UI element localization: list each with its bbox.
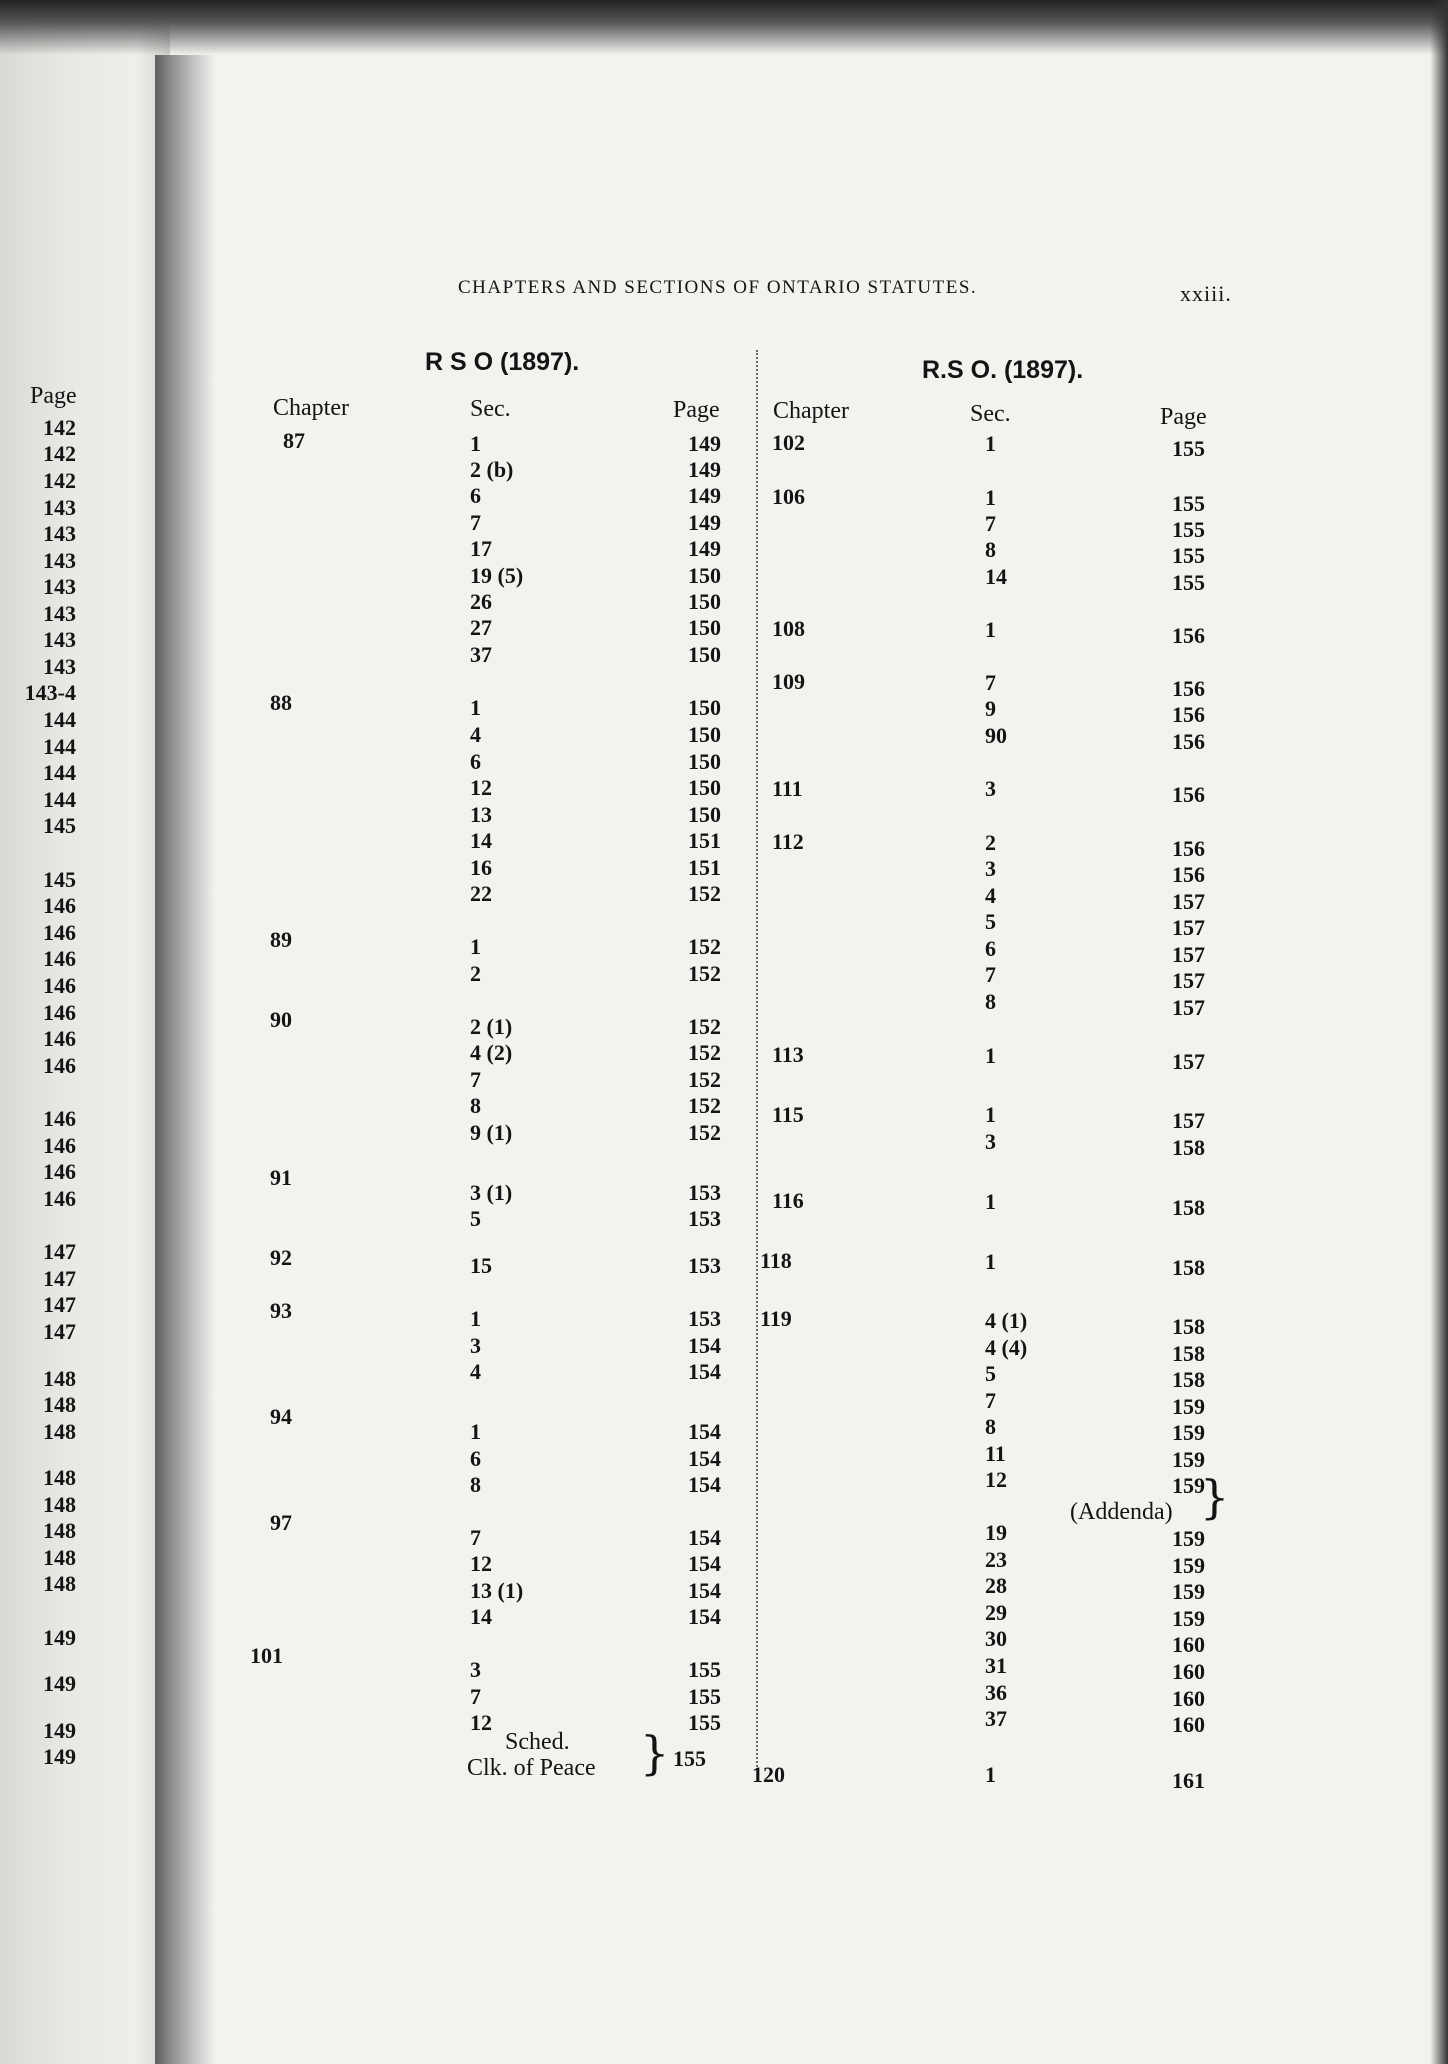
chapter-number: 88 [270, 690, 292, 715]
sec-number: 13 (1) [470, 1578, 524, 1603]
page-number: 154 [688, 1578, 721, 1603]
margin-page-number: 144 [43, 707, 76, 732]
page-number: 157 [1172, 1049, 1205, 1074]
left-sec-header: Sec. [470, 396, 511, 422]
page-number: 159 [1172, 1420, 1205, 1445]
chapter-number: 112 [772, 829, 804, 854]
page-number: 150 [688, 589, 721, 614]
sched-page: 155 [673, 1746, 706, 1771]
page-number: 152 [688, 881, 721, 906]
sec-number: 36 [985, 1680, 1007, 1705]
margin-page-number: 149 [43, 1744, 76, 1769]
page-number: 149 [688, 483, 721, 508]
sec-number: 6 [985, 936, 996, 961]
running-head: CHAPTERS AND SECTIONS OF ONTARIO STATUTES. [458, 277, 978, 298]
sec-number: 7 [985, 962, 996, 987]
page-number: 154 [688, 1604, 721, 1629]
page-number: 160 [1172, 1659, 1205, 1684]
left-chapter-header: Chapter [273, 395, 349, 421]
page-number: 156 [1172, 862, 1205, 887]
sec-number: 1 [985, 1189, 996, 1214]
page-number: 156 [1172, 729, 1205, 754]
sec-number: 4 (1) [985, 1308, 1028, 1333]
margin-page-number: 146 [43, 973, 76, 998]
sec-number: 12 [470, 1710, 492, 1735]
chapter-number: 111 [772, 776, 803, 801]
margin-page-number: 146 [43, 893, 76, 918]
margin-page-number: 146 [43, 920, 76, 945]
sec-number: 2 (b) [470, 457, 514, 482]
chapter-number: 115 [772, 1102, 804, 1127]
sec-number: 13 [470, 802, 492, 827]
left-table-title: R S O (1897). [425, 348, 580, 376]
sec-number: 1 [985, 1043, 996, 1068]
page-number: 154 [688, 1333, 721, 1358]
sec-number: 2 (1) [470, 1014, 513, 1039]
sec-number: 22 [470, 881, 492, 906]
page-number: 155 [688, 1710, 721, 1735]
page-number: 150 [688, 563, 721, 588]
margin-page-number: 149 [43, 1625, 76, 1650]
sec-number: 1 [470, 1419, 481, 1444]
chapter-number: 119 [760, 1306, 792, 1331]
right-sec-header: Sec. [970, 401, 1011, 427]
column-divider [756, 350, 758, 1770]
margin-page-number: 144 [43, 760, 76, 785]
brace-icon: } [640, 1726, 670, 1780]
sec-number: 37 [985, 1706, 1007, 1731]
sec-number: 16 [470, 855, 492, 880]
page-number: 156 [1172, 836, 1205, 861]
sec-number: 8 [985, 989, 996, 1014]
page-number: 149 [688, 510, 721, 535]
margin-page-number: 143-4 [24, 680, 76, 705]
page-number: 155 [1172, 570, 1205, 595]
sec-number: 4 [470, 1359, 481, 1384]
margin-page-number: 148 [43, 1392, 76, 1417]
page-number: 159 [1172, 1553, 1205, 1578]
sec-number: 23 [985, 1547, 1007, 1572]
page-number: 159 [1172, 1526, 1205, 1551]
page-number: 152 [688, 961, 721, 986]
page-number: 159 [1172, 1447, 1205, 1472]
sec-number: 12 [470, 1551, 492, 1576]
page-number: 151 [688, 828, 721, 853]
addenda-label: (Addenda) [1070, 1499, 1173, 1525]
sec-number: 8 [470, 1472, 481, 1497]
page-number: 153 [688, 1306, 721, 1331]
page-number: 153 [688, 1180, 721, 1205]
chapter-number: 102 [772, 430, 805, 455]
page-number: 160 [1172, 1686, 1205, 1711]
sec-number: 30 [985, 1626, 1007, 1651]
right-edge-shadow [1430, 0, 1448, 2064]
chapter-number: 94 [270, 1404, 292, 1429]
page-number: 150 [688, 615, 721, 640]
page-number: 150 [688, 642, 721, 667]
margin-page-number: 147 [43, 1239, 76, 1264]
right-page-header: Page [1160, 404, 1207, 430]
left-margin-header: Page [30, 383, 77, 409]
page-number: 154 [688, 1419, 721, 1444]
page-number: 150 [688, 695, 721, 720]
margin-page-number: 147 [43, 1319, 76, 1344]
page-number: 159 [1172, 1394, 1205, 1419]
sec-number: 7 [470, 1525, 481, 1550]
page-number: 157 [1172, 942, 1205, 967]
page-number: 149 [688, 431, 721, 456]
page-number: 157 [1172, 995, 1205, 1020]
sec-number: 3 [470, 1657, 481, 1682]
page-number: 156 [1172, 782, 1205, 807]
page-number: 157 [1172, 915, 1205, 940]
margin-page-number: 148 [43, 1545, 76, 1570]
sec-number: 37 [470, 642, 492, 667]
page-number: 160 [1172, 1632, 1205, 1657]
sec-number: 19 [985, 1520, 1007, 1545]
page-number: 158 [1172, 1341, 1205, 1366]
folio: xxiii. [1180, 281, 1232, 306]
sec-number: 6 [470, 483, 481, 508]
sec-number: 1 [985, 1102, 996, 1127]
sec-number: 8 [985, 1414, 996, 1439]
chapter-number: 106 [772, 484, 805, 509]
chapter-number: 101 [250, 1643, 283, 1668]
margin-page-number: 146 [43, 1159, 76, 1184]
margin-page-number: 144 [43, 734, 76, 759]
margin-page-number: 146 [43, 1133, 76, 1158]
sec-number: 3 [985, 776, 996, 801]
page-number: 149 [688, 457, 721, 482]
chapter-number: 120 [752, 1762, 785, 1787]
page-number: 156 [1172, 676, 1205, 701]
page-number: 155 [1172, 491, 1205, 516]
sec-number: 26 [470, 589, 492, 614]
page-number: 154 [688, 1446, 721, 1471]
margin-page-number: 142 [43, 468, 76, 493]
chapter-number: 109 [772, 669, 805, 694]
page-number: 151 [688, 855, 721, 880]
sec-number: 1 [985, 431, 996, 456]
sec-number: 14 [470, 1604, 492, 1629]
margin-page-number: 148 [43, 1492, 76, 1517]
page-number: 152 [688, 1014, 721, 1039]
page-number: 158 [1172, 1135, 1205, 1160]
top-edge-shadow [0, 0, 1448, 55]
sec-number: 17 [470, 536, 492, 561]
sec-number: 3 [470, 1333, 481, 1358]
page-number: 152 [688, 1067, 721, 1092]
sec-number: 5 [985, 909, 996, 934]
margin-page-number: 143 [43, 627, 76, 652]
margin-page-number: 147 [43, 1266, 76, 1291]
page-number: 155 [1172, 517, 1205, 542]
facing-page [0, 0, 170, 2064]
page-number: 153 [688, 1206, 721, 1231]
page-number: 157 [1172, 968, 1205, 993]
sec-number: 12 [470, 775, 492, 800]
page-number: 152 [688, 1120, 721, 1145]
margin-page-number: 149 [43, 1671, 76, 1696]
margin-page-number: 146 [43, 1026, 76, 1051]
page-number: 156 [1172, 702, 1205, 727]
page-number: 152 [688, 934, 721, 959]
sec-number: 1 [470, 934, 481, 959]
sec-number: 4 (4) [985, 1335, 1028, 1360]
sec-number: 14 [985, 564, 1007, 589]
sec-number: 4 (2) [470, 1040, 513, 1065]
page-number: 154 [688, 1472, 721, 1497]
page-number: 154 [688, 1551, 721, 1576]
chapter-number: 89 [270, 927, 292, 952]
page-number: 155 [688, 1684, 721, 1709]
margin-page-number: 142 [43, 415, 76, 440]
margin-page-number: 145 [43, 867, 76, 892]
sec-number: 19 (5) [470, 563, 524, 588]
margin-page-number: 142 [43, 441, 76, 466]
page-number: 159 [1172, 1473, 1205, 1498]
page-number: 153 [688, 1253, 721, 1278]
margin-page-number: 143 [43, 574, 76, 599]
sec-number: 12 [985, 1467, 1007, 1492]
sec-number: 7 [470, 510, 481, 535]
sec-number: 6 [470, 1446, 481, 1471]
page-number: 155 [688, 1657, 721, 1682]
sec-number: 9 (1) [470, 1120, 513, 1145]
page-number: 158 [1172, 1195, 1205, 1220]
page-number: 150 [688, 722, 721, 747]
margin-page-number: 143 [43, 521, 76, 546]
sec-number: 9 [985, 696, 996, 721]
margin-page-number: 148 [43, 1366, 76, 1391]
margin-page-number: 148 [43, 1419, 76, 1444]
book-gutter-shadow [155, 55, 215, 2064]
page-number: 157 [1172, 889, 1205, 914]
margin-page-number: 148 [43, 1571, 76, 1596]
sec-number: 27 [470, 615, 492, 640]
brace-icon: } [1200, 1470, 1230, 1524]
clerk-of-peace-label: Clk. of Peace [467, 1755, 596, 1781]
sched-label: Sched. [505, 1729, 570, 1755]
margin-page-number: 148 [43, 1518, 76, 1543]
sec-number: 3 [985, 1129, 996, 1154]
page-number: 158 [1172, 1367, 1205, 1392]
left-page-header: Page [673, 397, 720, 423]
page-number: 160 [1172, 1712, 1205, 1737]
sec-number: 11 [985, 1441, 1006, 1466]
margin-page-number: 145 [43, 813, 76, 838]
sec-number: 28 [985, 1573, 1007, 1598]
margin-page-number: 146 [43, 946, 76, 971]
sec-number: 8 [985, 537, 996, 562]
sec-number: 31 [985, 1653, 1007, 1678]
page-number: 156 [1172, 623, 1205, 648]
page-number: 159 [1172, 1579, 1205, 1604]
page-number: 155 [1172, 436, 1205, 461]
chapter-number: 108 [772, 616, 805, 641]
page-number: 150 [688, 749, 721, 774]
sec-number: 4 [985, 883, 996, 908]
margin-page-number: 143 [43, 495, 76, 520]
sec-number: 90 [985, 723, 1007, 748]
margin-page-number: 146 [43, 1000, 76, 1025]
chapter-number: 91 [270, 1165, 292, 1190]
right-chapter-header: Chapter [773, 398, 849, 424]
chapter-number: 93 [270, 1298, 292, 1323]
page-number: 161 [1172, 1768, 1205, 1793]
margin-page-number: 147 [43, 1292, 76, 1317]
sec-number: 1 [985, 485, 996, 510]
margin-page-number: 143 [43, 654, 76, 679]
margin-page-number: 143 [43, 601, 76, 626]
page-number: 157 [1172, 1108, 1205, 1133]
page-number: 152 [688, 1093, 721, 1118]
sec-number: 2 [985, 830, 996, 855]
sec-number: 14 [470, 828, 492, 853]
page-number: 150 [688, 802, 721, 827]
sec-number: 1 [985, 1762, 996, 1787]
margin-page-number: 146 [43, 1106, 76, 1131]
page-number: 155 [1172, 543, 1205, 568]
margin-page-number: 146 [43, 1053, 76, 1078]
sec-number: 1 [470, 695, 481, 720]
page-number: 158 [1172, 1255, 1205, 1280]
sec-number: 15 [470, 1253, 492, 1278]
margin-page-number: 144 [43, 787, 76, 812]
sec-number: 2 [470, 961, 481, 986]
sec-number: 7 [985, 511, 996, 536]
sec-number: 8 [470, 1093, 481, 1118]
margin-page-number: 143 [43, 548, 76, 573]
page-number: 149 [688, 536, 721, 561]
chapter-number: 87 [283, 428, 305, 453]
sec-number: 6 [470, 749, 481, 774]
sec-number: 3 [985, 856, 996, 881]
sec-number: 4 [470, 722, 481, 747]
sec-number: 7 [985, 670, 996, 695]
chapter-number: 118 [760, 1248, 792, 1273]
chapter-number: 116 [772, 1188, 804, 1213]
page-number: 158 [1172, 1314, 1205, 1339]
page-number: 152 [688, 1040, 721, 1065]
sec-number: 7 [470, 1067, 481, 1092]
margin-page-number: 149 [43, 1718, 76, 1743]
page-number: 154 [688, 1525, 721, 1550]
sec-number: 1 [985, 1249, 996, 1274]
page-number: 150 [688, 775, 721, 800]
sec-number: 5 [470, 1206, 481, 1231]
sec-number: 1 [985, 617, 996, 642]
sec-number: 7 [470, 1684, 481, 1709]
margin-page-number: 146 [43, 1186, 76, 1211]
sec-number: 7 [985, 1388, 996, 1413]
sec-number: 29 [985, 1600, 1007, 1625]
chapter-number: 90 [270, 1007, 292, 1032]
right-table-title: R.S O. (1897). [922, 356, 1084, 384]
chapter-number: 97 [270, 1510, 292, 1535]
page-number: 154 [688, 1359, 721, 1384]
chapter-number: 92 [270, 1245, 292, 1270]
sec-number: 1 [470, 431, 481, 456]
sec-number: 3 (1) [470, 1180, 513, 1205]
page-number: 159 [1172, 1606, 1205, 1631]
chapter-number: 113 [772, 1042, 804, 1067]
sec-number: 1 [470, 1306, 481, 1331]
margin-page-number: 148 [43, 1465, 76, 1490]
sec-number: 5 [985, 1361, 996, 1386]
